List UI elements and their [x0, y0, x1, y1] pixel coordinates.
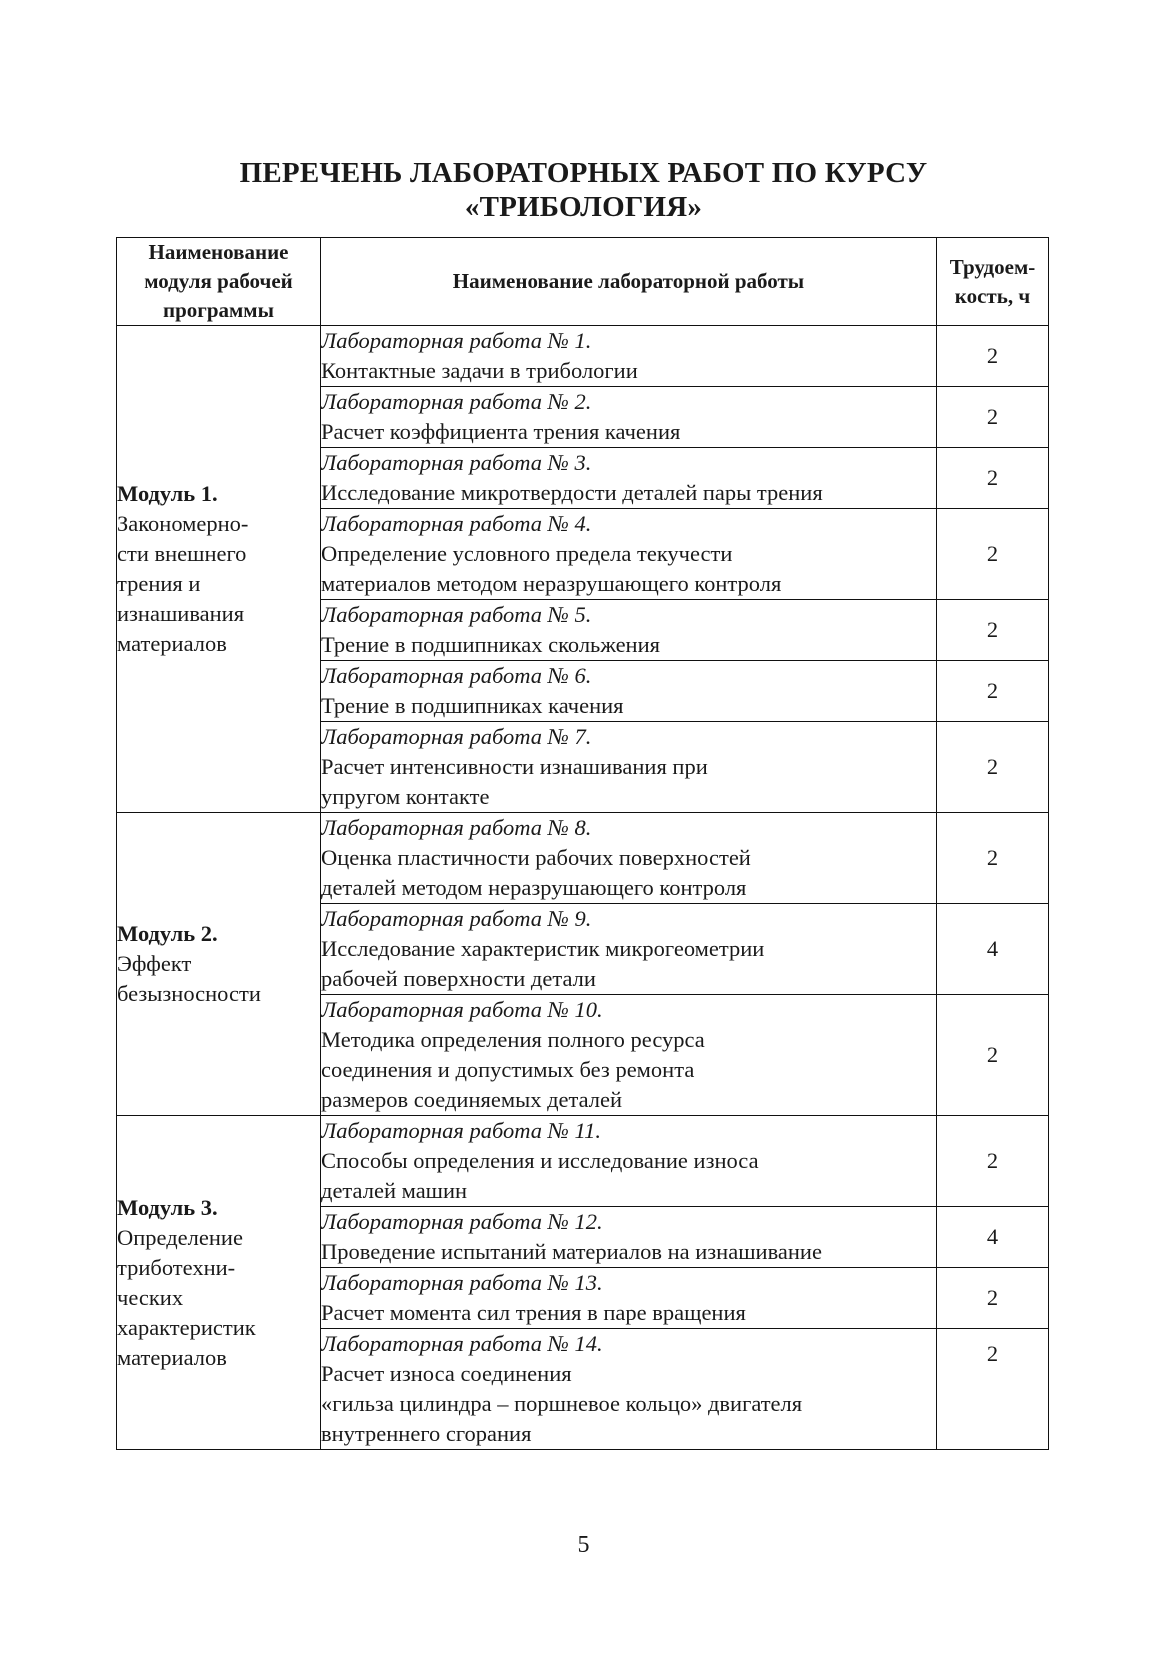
lab-work-description-line: Расчет износа соединения — [321, 1361, 572, 1386]
lab-work-title: Лабораторная работа № 3. — [321, 450, 592, 475]
module-description-line: Закономерно- — [117, 511, 249, 536]
module-cell — [117, 326, 321, 813]
header-hours-line: Трудоем- — [949, 254, 1036, 279]
module-description-line: Эффект — [117, 951, 192, 976]
module-name: Модуль 3. — [117, 1194, 218, 1220]
module-description-line: сти внешнего — [117, 541, 247, 566]
header-work: Наименование лабораторной работы — [321, 238, 937, 326]
lab-work-cell — [321, 1268, 937, 1329]
module-cell — [117, 813, 321, 1116]
lab-work-hours: 2 — [937, 722, 1049, 813]
lab-work-hours: 2 — [937, 813, 1049, 904]
header-hours — [937, 238, 1049, 326]
lab-work-description-line: внутреннего сгорания — [321, 1421, 532, 1446]
title-line-1: ПЕРЕЧЕНЬ ЛАБОРАТОРНЫХ РАБОТ ПО КУРСУ — [239, 157, 928, 189]
lab-work-title: Лабораторная работа № 4. — [321, 511, 592, 536]
lab-work-description-line: Определение условного предела текучести — [321, 541, 733, 566]
module-cell — [117, 1116, 321, 1450]
header-module-line: программы — [163, 298, 274, 322]
lab-work-cell — [321, 387, 937, 448]
lab-work-description-line: Трение в подшипниках скольжения — [321, 632, 660, 657]
lab-works-table — [116, 237, 1049, 1450]
module-description-line: материалов — [117, 631, 227, 656]
lab-work-description-line: рабочей поверхности детали — [321, 966, 596, 991]
module-name: Модуль 1. — [117, 481, 218, 506]
lab-work-title: Лабораторная работа № 14. — [321, 1331, 603, 1356]
lab-work-hours: 2 — [937, 326, 1049, 387]
lab-works-table-body — [117, 238, 1049, 1450]
page-number: 5 — [577, 1532, 590, 1558]
lab-work-description-line: Трение в подшипниках качения — [321, 693, 624, 718]
table-row — [117, 1116, 1049, 1207]
lab-work-description-line: Расчет коэффициента трения качения — [321, 419, 681, 444]
lab-work-hours: 2 — [937, 448, 1049, 509]
lab-work-cell — [321, 1329, 937, 1450]
lab-work-hours: 2 — [937, 509, 1049, 600]
lab-work-description-line: «гильза цилиндра – поршневое кольцо» двигателя — [321, 1391, 803, 1416]
header-module — [117, 238, 321, 326]
lab-work-cell — [321, 995, 937, 1116]
lab-work-cell — [321, 326, 937, 387]
lab-work-cell — [321, 1116, 937, 1207]
lab-work-description-line: деталей машин — [321, 1178, 468, 1203]
lab-work-description-line: деталей методом неразрушающего контроля — [321, 875, 747, 900]
lab-work-hours: 2 — [937, 661, 1049, 722]
table-row — [117, 813, 1049, 904]
lab-work-description-line: соединения и допустимых без ремонта — [321, 1057, 695, 1082]
table-row — [117, 326, 1049, 387]
lab-work-title: Лабораторная работа № 12. — [321, 1209, 603, 1234]
lab-work-hours: 2 — [937, 995, 1049, 1116]
lab-work-description-line: Расчет интенсивности изнашивания при — [321, 754, 708, 779]
lab-work-title: Лабораторная работа № 6. — [321, 663, 592, 688]
lab-work-hours: 2 — [937, 600, 1049, 661]
module-description-line: материалов — [117, 1344, 227, 1370]
lab-work-description-line: Исследование характеристик микрогеометрии — [321, 936, 765, 961]
lab-work-cell — [321, 448, 937, 509]
lab-work-description-line: размеров соединяемых деталей — [321, 1087, 623, 1112]
lab-work-hours: 2 — [937, 1268, 1049, 1329]
module-description-line: изнашивания — [117, 601, 245, 626]
lab-work-title: Лабораторная работа № 9. — [321, 906, 592, 931]
lab-work-description-line: упругом контакте — [321, 784, 490, 809]
lab-work-description-line: Оценка пластичности рабочих поверхностей — [321, 845, 751, 870]
module-name: Модуль 2. — [117, 921, 218, 946]
lab-work-title: Лабораторная работа № 7. — [321, 724, 592, 749]
lab-work-cell — [321, 904, 937, 995]
module-description-line: характеристик — [117, 1314, 256, 1340]
lab-work-cell — [321, 661, 937, 722]
module-description-line: ческих — [117, 1284, 184, 1310]
header-module-line: Наименование — [148, 240, 289, 264]
module-description-line: Определение — [117, 1224, 243, 1250]
lab-work-title: Лабораторная работа № 2. — [321, 389, 592, 414]
lab-work-cell — [321, 1207, 937, 1268]
header-hours-line: кость, ч — [954, 283, 1031, 308]
lab-work-title: Лабораторная работа № 8. — [321, 815, 592, 840]
title-line-2: «ТРИБОЛОГИЯ» — [464, 191, 703, 223]
lab-work-cell — [321, 509, 937, 600]
lab-work-title: Лабораторная работа № 5. — [321, 602, 592, 627]
lab-work-description-line: Методика определения полного ресурса — [321, 1027, 705, 1052]
lab-work-cell — [321, 813, 937, 904]
lab-work-description-line: Проведение испытаний материалов на изнашивание — [321, 1239, 822, 1264]
lab-work-hours: 4 — [937, 1207, 1049, 1268]
header-module-line: модуля рабочей — [144, 269, 293, 293]
module-description-line: безызносности — [117, 981, 261, 1006]
lab-work-description-line: Способы определения и исследование износа — [321, 1148, 759, 1173]
lab-work-hours: 4 — [937, 904, 1049, 995]
lab-work-description-line: Контактные задачи в трибологии — [321, 358, 638, 383]
lab-work-title: Лабораторная работа № 11. — [321, 1118, 601, 1143]
lab-work-description-line: материалов методом неразрушающего контроля — [321, 571, 782, 596]
lab-work-hours: 2 — [937, 1329, 1049, 1450]
lab-work-title: Лабораторная работа № 13. — [321, 1270, 603, 1295]
table-header-row — [117, 238, 1049, 326]
lab-work-hours: 2 — [937, 387, 1049, 448]
module-description-line: триботехни- — [117, 1254, 236, 1280]
lab-work-cell — [321, 600, 937, 661]
lab-work-cell — [321, 722, 937, 813]
page-title — [0, 156, 1167, 224]
lab-work-description-line: Расчет момента сил трения в паре вращения — [321, 1300, 746, 1325]
module-description-line: трения и — [117, 571, 201, 596]
lab-work-description-line: Исследование микротвердости деталей пары трения — [321, 480, 823, 505]
lab-work-hours: 2 — [937, 1116, 1049, 1207]
lab-work-title: Лабораторная работа № 10. — [321, 997, 603, 1022]
lab-work-title: Лабораторная работа № 1. — [321, 328, 592, 353]
